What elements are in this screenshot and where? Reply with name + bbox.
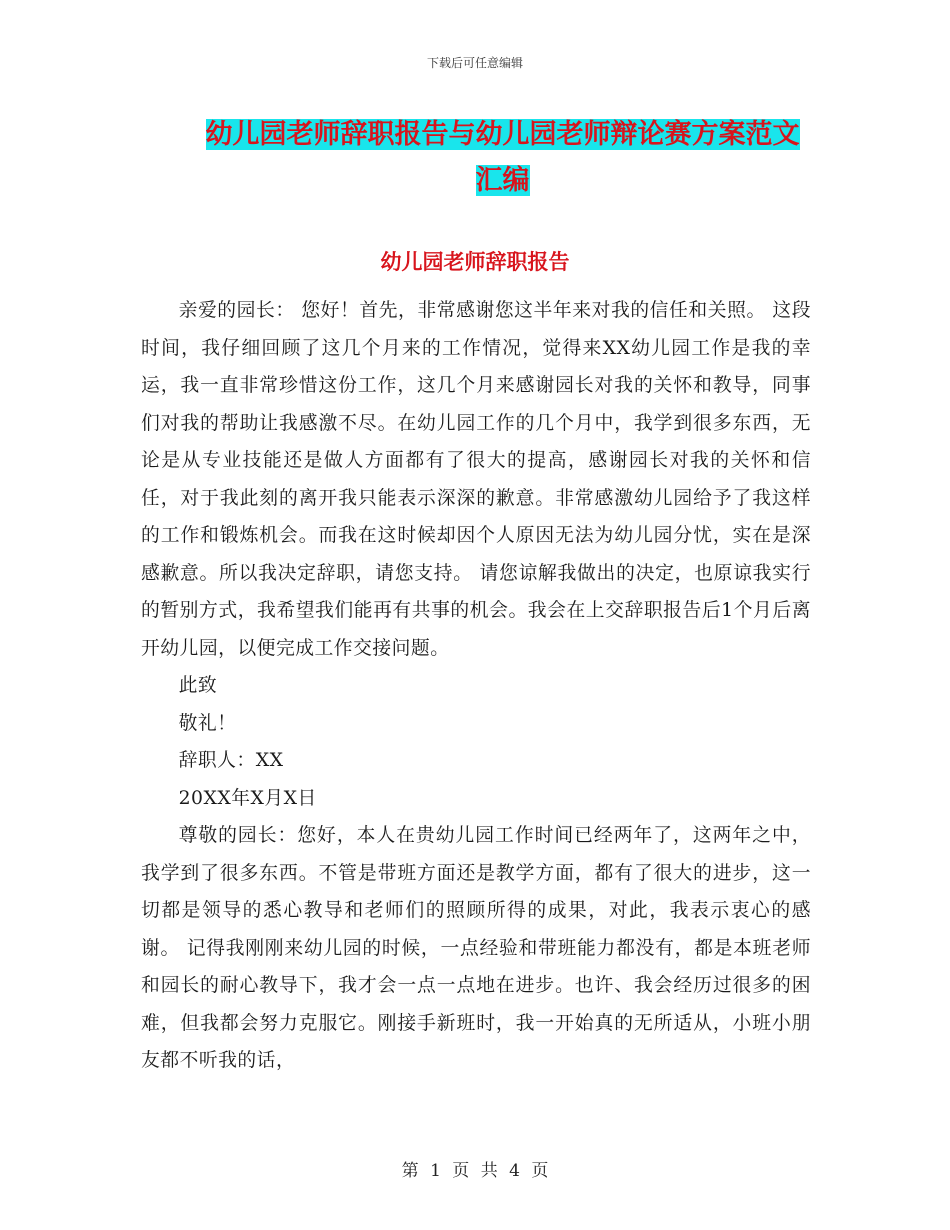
- page-number: 第 1 页 共 4 页: [401, 1161, 549, 1181]
- paragraph-second-letter: 尊敬的园长：您好，本人在贵幼儿园工作时间已经两年了，这两年之中，我学到了很多东西。不管是带班方面还是教学方面，都有了很大的进步，这一切都是领导的悉心教导和老师们的照顾所得的成果，对此，我表示衷心的感谢。 记得我刚刚来幼儿园的时候，一点经验和带班能力都没有，都是本班老师和园长的耐心教导下，我才会一点一点地在进步。也许、我会经历过很多的困难，但我都会努力克服它。刚接手新班时，我一开始真的无所适从，小班小朋友都不听我的话，: [141, 825, 811, 1071]
- section-title: 幼儿园老师辞职报告: [380, 250, 570, 274]
- closing-regards: 敬礼！: [178, 712, 237, 734]
- document-title-text: 幼儿园老师辞职报告与幼儿园老师辩论赛方案范文汇编: [205, 119, 800, 196]
- signature-line: 辞职人：XX: [178, 750, 284, 771]
- closing-salutation: 此致: [178, 675, 218, 696]
- header-note: 下载后可任意编辑: [426, 56, 523, 70]
- document-body: [141, 292, 811, 1080]
- document-title: [195, 112, 810, 204]
- paragraph-resignation-letter: 亲爱的园长： 您好！首先，非常感谢您这半年来对我的信任和关照。 这段时间，我仔细回顾了这几个月来的工作情况，觉得来XX幼儿园工作是我的幸运，我一直非常珍惜这份工作，这几个月来感谢园长对我的关怀和教导，同事们对我的帮助让我感激不尽。在幼儿园工作的几个月中，我学到很多东西，无论是从专业技能还是做人方面都有了很大的提高，感谢园长对我的关怀和信任，对于我此刻的离开我只能表示深深的歉意。非常感激幼儿园给予了我这样的工作和锻炼机会。而我在这时候却因个人原因无法为幼儿园分忧，实在是深感歉意。所以我决定辞职，请您支持。 请您谅解我做出的决定，也原谅我实行的暂别方式，我希望我们能再有共事的机会。我会在上交辞职报告后1个月后离开幼儿园，以便完成工作交接问题。: [141, 300, 811, 659]
- date-line: 20XX年X月X日: [178, 787, 317, 809]
